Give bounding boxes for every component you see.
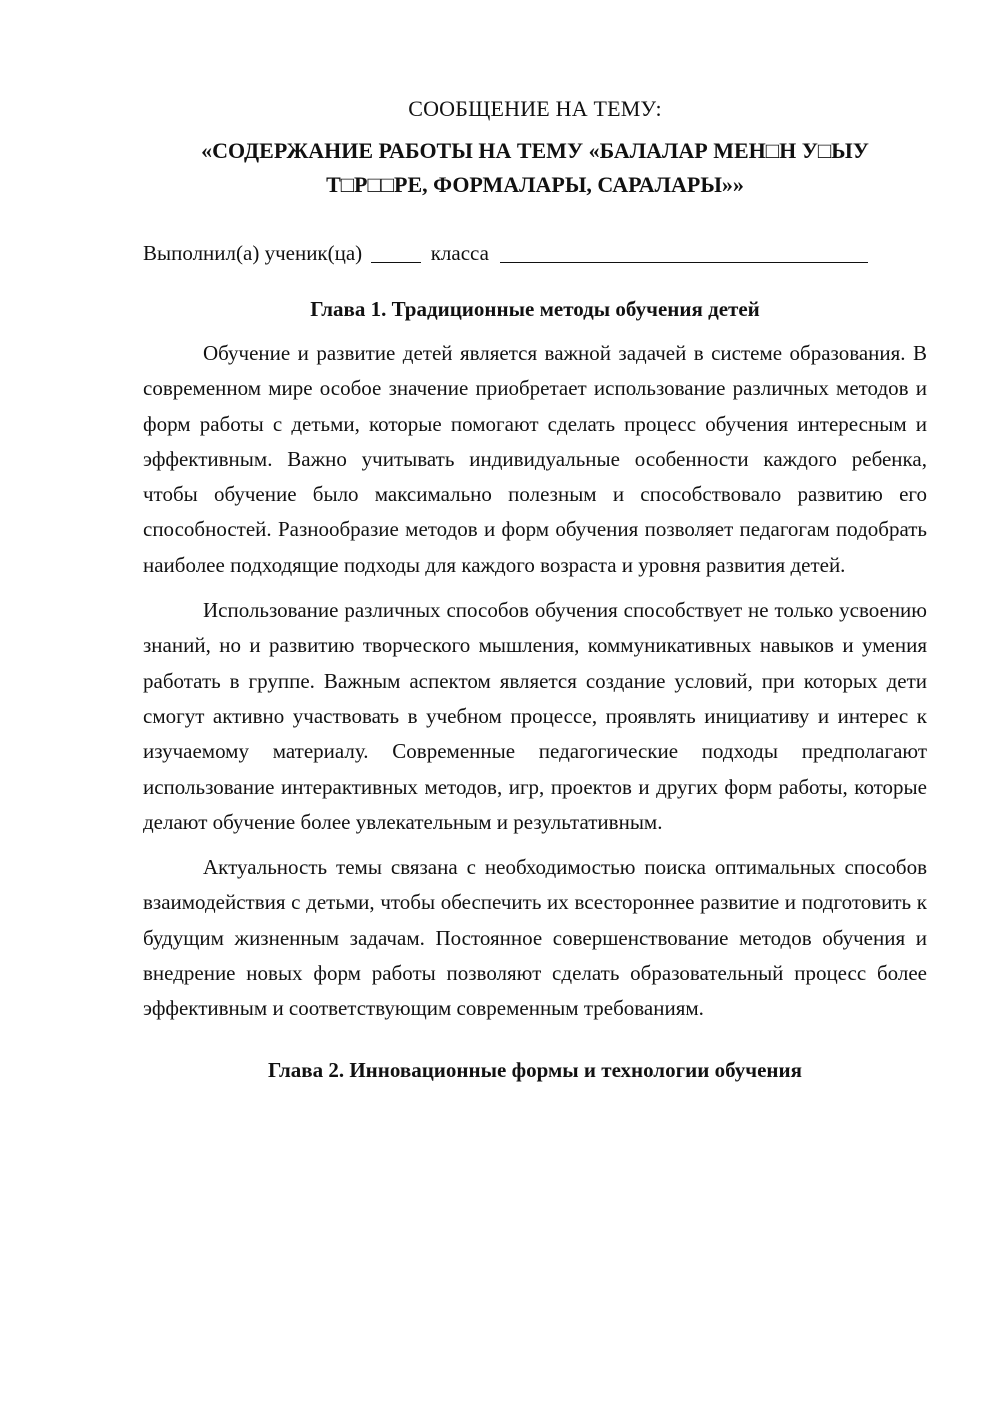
document-type-heading: СООБЩЕНИЕ НА ТЕМУ:: [408, 96, 662, 121]
paragraph: Актуальность темы связана с необходимостью поиска оптимальных способов взаимодействия с детьми, чтобы обеспечить их всестороннее развитие и подготовить к будущим жизненным задачам. Постоянное совершенствование методов обучения и внедрение новых форм работы позволяют сделать образовательный процесс более эффективным и соответствующим современным требованиям.: [143, 855, 927, 1021]
chapter-2-heading: Глава 2. Инновационные формы и технологии обучения: [267, 1057, 802, 1082]
chapter-1-heading: Глава 1. Традиционные методы обучения детей: [310, 297, 760, 321]
class-number-blank: [371, 240, 421, 263]
class-label: класса: [430, 241, 489, 265]
author-line: [143, 236, 927, 270]
paragraph: Обучение и развитие детей является важной задачей в системе образования. В современном мире особое значение приобретает использование различных методов и форм работы с детьми, которые помогают сделать процесс обучения интересным и эффективным. Важно учитывать индивидуальные особенности каждого ребенка, чтобы обучение было максимально полезным и способствовало развитию его способностей. Разнообразие методов и форм обучения позволяет педагогам подобрать наиболее подходящие подходы для каждого возраста и уровня развития детей.: [143, 341, 927, 577]
author-label: Выполнил(а) ученик(ца): [143, 241, 363, 265]
document-body: [143, 92, 927, 1097]
document-title: «СОДЕРЖАНИЕ РАБОТЫ НА ТЕМУ «БАЛАЛАР МЕН□Н У□ЫУ Т□Р□□РЕ, ФОРМАЛАРЫ, САРАЛАРЫ»»: [201, 138, 869, 197]
class-name-blank: [500, 240, 868, 263]
paragraph: Использование различных способов обучения способствует не только усвоению знаний, но и развитию творческого мышления, коммуникативных навыков и умения работать в группе. Важным аспектом является создание условий, при которых дети смогут активно участвовать в учебном процессе, проявлять инициативу и интерес к изучаемому материалу. Современные педагогические подходы предполагают использование интерактивных методов, игр, проектов и других форм работы, которые делают обучение более увлекательным и результативным.: [143, 598, 927, 834]
